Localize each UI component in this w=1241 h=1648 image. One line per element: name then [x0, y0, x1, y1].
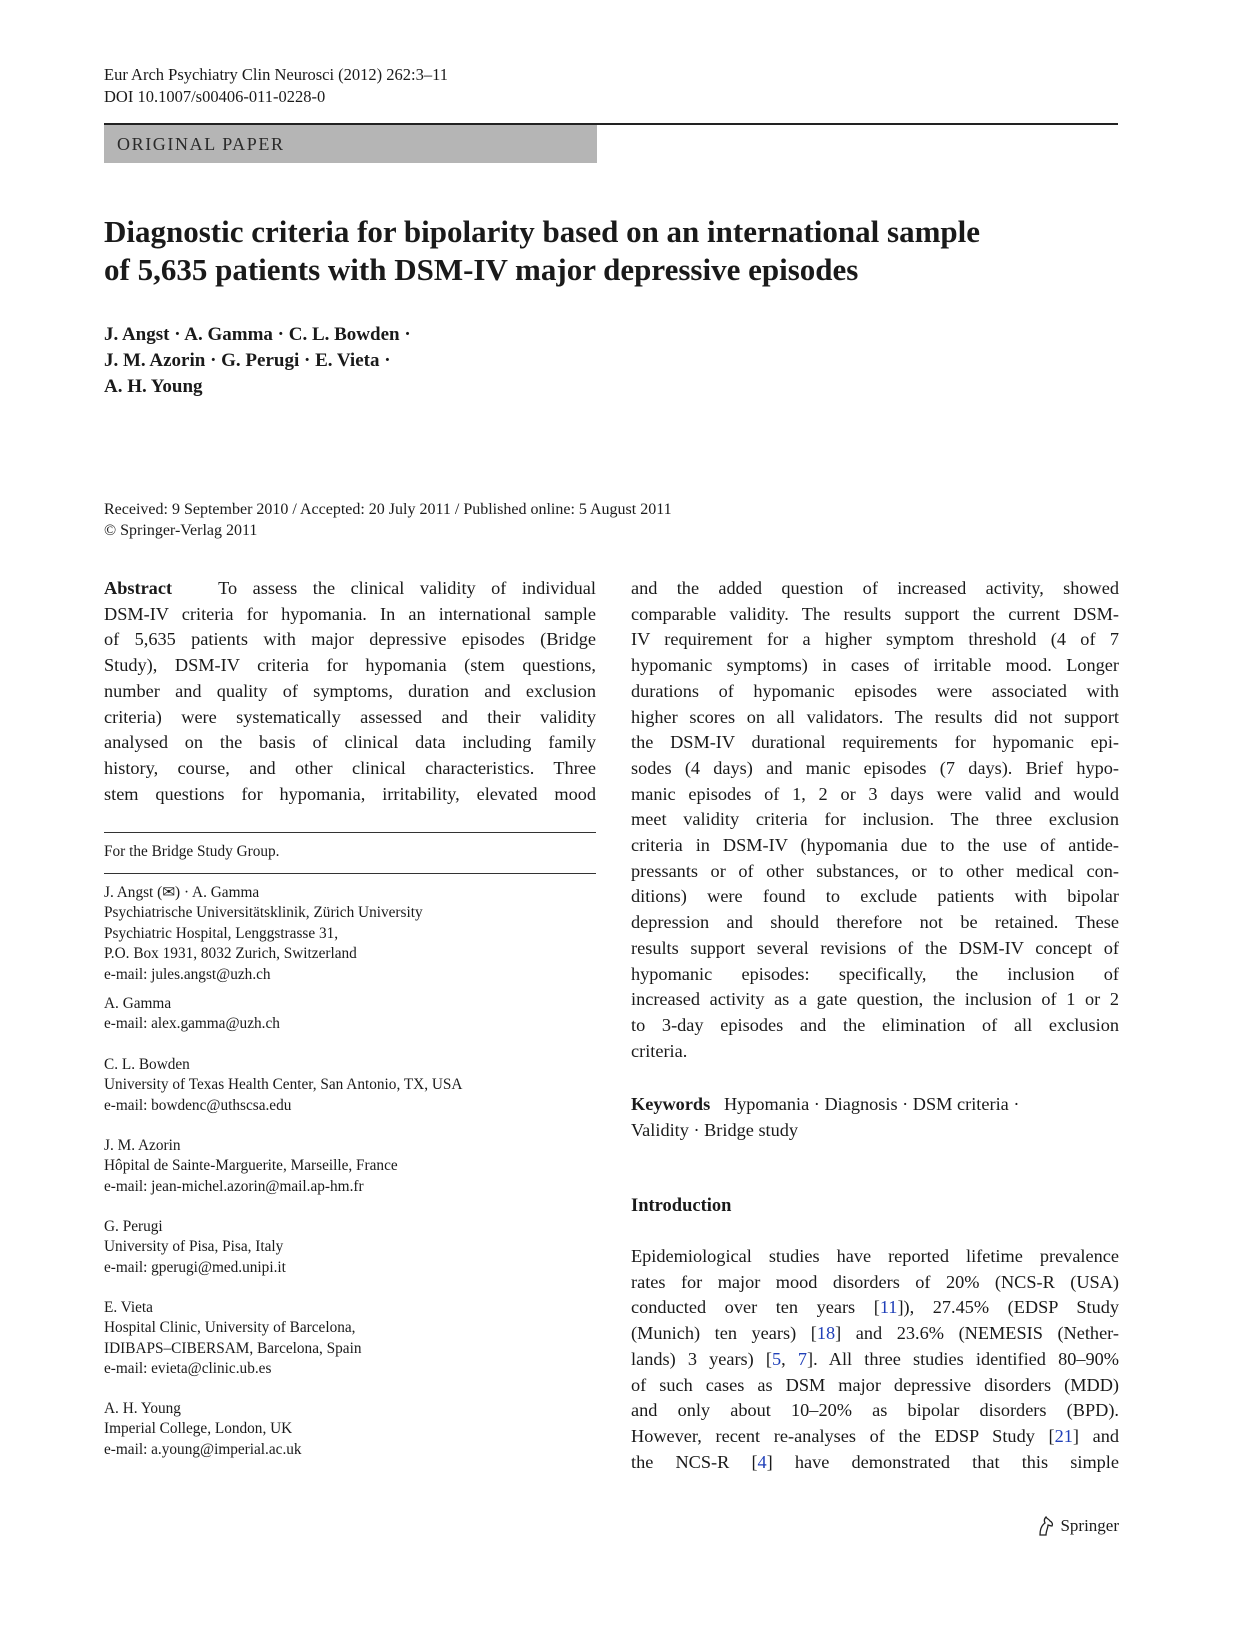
- affiliation-line: J. M. Azorin: [104, 1137, 181, 1154]
- dates-line: Received: 9 September 2010 / Accepted: 20 July 2011 / Published online: 5 August 2011: [104, 501, 672, 518]
- affiliation-block: [104, 1136, 596, 1197]
- abstract-line: hypomanic symptoms) in cases of irritable mood. Longer: [631, 655, 1119, 676]
- affiliation-line: E. Vieta: [104, 1299, 153, 1316]
- abstract-line: stem questions for hypomania, irritability, elevated mood: [104, 783, 596, 804]
- intro-line: the NCS-R [4] have demonstrated that this simple: [631, 1451, 1119, 1472]
- intro-line: and only about 10–20% as bipolar disorders (BPD).: [631, 1400, 1119, 1421]
- keywords-line: Keywords Hypomania · Diagnosis · DSM criteria ·: [631, 1094, 1020, 1114]
- abstract-line: sodes (4 days) and manic episodes (7 days). Brief hypo-: [631, 757, 1119, 778]
- publisher-logo: [1036, 1515, 1119, 1537]
- abstract-line: increased activity as a gate question, the inclusion of 1 or 2: [631, 989, 1119, 1010]
- abstract-right: [631, 576, 1119, 1064]
- affiliation-line: P.O. Box 1931, 8032 Zurich, Switzerland: [104, 945, 357, 963]
- abstract-line: manic episodes of 1, 2 or 3 days were valid and would: [631, 783, 1119, 804]
- abstract-label: Abstract: [104, 578, 173, 598]
- keywords-line: Validity · Bridge study: [631, 1119, 799, 1140]
- abstract-line: IV requirement for a higher symptom threshold (4 of 7: [631, 629, 1119, 650]
- abstract-line: the DSM-IV durational requirements for hypomanic epi-: [631, 732, 1119, 753]
- abstract-line: Study), DSM-IV criteria for hypomania (stem questions,: [104, 655, 596, 676]
- footnote-rule: [104, 832, 596, 833]
- author-line: A. H. Young: [104, 376, 203, 397]
- springer-horse-icon: [1036, 1515, 1056, 1537]
- author-list: [104, 322, 411, 400]
- footnote-rule: [104, 873, 596, 874]
- article-title: [104, 213, 1104, 289]
- abstract-line: depression and should therefore not be retained. These: [631, 912, 1119, 933]
- affiliation-line: IDIBAPS–CIBERSAM, Barcelona, Spain: [104, 1339, 362, 1357]
- abstract-line: durations of hypomanic episodes were associated with: [631, 680, 1119, 701]
- affiliation-line: Hôpital de Sainte-Marguerite, Marseille, France: [104, 1157, 398, 1175]
- citation-link[interactable]: 4: [757, 1451, 767, 1472]
- affiliation-line: Hospital Clinic, University of Barcelona,: [104, 1319, 356, 1337]
- abstract-line: pressants or of other substances, or to other medical con-: [631, 860, 1119, 881]
- affiliation-block: [104, 1399, 596, 1460]
- paper-type-banner: ORIGINAL PAPER: [104, 125, 597, 163]
- title-line: Diagnostic criteria for bipolarity based on an international sample: [104, 214, 981, 249]
- abstract-line: hypomanic episodes: specifically, the inclusion of: [631, 963, 1119, 984]
- email-link[interactable]: e-mail: gperugi@med.unipi.it: [104, 1258, 286, 1276]
- abstract-line: criteria) were systematically assessed and their validity: [104, 706, 596, 727]
- author-line: J. Angst · A. Gamma · C. L. Bowden ·: [104, 324, 411, 345]
- keywords: [631, 1092, 1119, 1143]
- email-link[interactable]: e-mail: jean-michel.azorin@mail.ap-hm.fr: [104, 1177, 364, 1195]
- email-link[interactable]: e-mail: bowdenc@uthscsa.edu: [104, 1096, 292, 1114]
- email-link[interactable]: e-mail: a.young@imperial.ac.uk: [104, 1440, 302, 1458]
- abstract-line: meet validity criteria for inclusion. The three exclusion: [631, 809, 1119, 830]
- abstract-line: and the added question of increased activity, showed: [631, 578, 1119, 598]
- affiliation-line: C. L. Bowden: [104, 1056, 190, 1073]
- email-link[interactable]: e-mail: evieta@clinic.ub.es: [104, 1360, 272, 1378]
- title-line: of 5,635 patients with DSM-IV major depressive episodes: [104, 252, 859, 287]
- citation-link[interactable]: 18: [816, 1323, 836, 1344]
- introduction-text: [631, 1244, 1119, 1475]
- intro-line: However, recent re-analyses of the EDSP Study [21] and: [631, 1425, 1120, 1446]
- intro-line: conducted over ten years [11]), 27.45% (EDSP Study: [631, 1297, 1119, 1318]
- abstract-line: results support several revisions of the DSM-IV concept of: [631, 937, 1119, 958]
- email-link[interactable]: e-mail: jules.angst@uzh.ch: [104, 965, 271, 983]
- affiliation-line: Psychiatrische Universitätsklinik, Zürich University: [104, 904, 423, 922]
- abstract-line: of 5,635 patients with major depressive episodes (Bridge: [104, 629, 596, 650]
- affiliation-line: University of Texas Health Center, San Antonio, TX, USA: [104, 1076, 463, 1094]
- copyright-line: © Springer-Verlag 2011: [104, 522, 258, 539]
- group-note: For the Bridge Study Group.: [104, 843, 280, 860]
- citation-link[interactable]: 11: [879, 1297, 898, 1318]
- intro-line: rates for major mood disorders of 20% (NCS-R (USA): [631, 1271, 1119, 1292]
- affiliation-block: [104, 994, 596, 1035]
- affiliation-line: University of Pisa, Pisa, Italy: [104, 1238, 284, 1256]
- affiliation-block: [104, 883, 596, 985]
- abstract-left: [104, 576, 596, 807]
- affiliation-line: Imperial College, London, UK: [104, 1420, 293, 1438]
- abstract-line: number and quality of symptoms, duration and exclusion: [104, 680, 596, 701]
- abstract-line: Abstract To assess the clinical validity of individual: [104, 578, 596, 598]
- intro-line: lands) 3 years) [5, 7]. All three studies identified 80–90%: [631, 1348, 1119, 1369]
- affiliation-line: Psychiatric Hospital, Lenggstrasse 31,: [104, 924, 339, 942]
- journal-line: Eur Arch Psychiatry Clin Neurosci (2012) 262:3–11: [104, 65, 449, 84]
- affiliation-line: G. Perugi: [104, 1218, 163, 1235]
- affiliation-line: J. Angst (✉) · A. Gamma: [104, 884, 260, 901]
- intro-line: of such cases as DSM major depressive disorders (MDD): [631, 1374, 1119, 1395]
- abstract-line: ditions) were found to exclude patients with bipolar: [631, 886, 1119, 907]
- citation-link[interactable]: 21: [1054, 1425, 1073, 1446]
- affiliation-line: A. Gamma: [104, 995, 172, 1012]
- keywords-label: Keywords: [631, 1094, 711, 1114]
- intro-line: Epidemiological studies have reported lifetime prevalence: [631, 1246, 1119, 1266]
- publication-dates: [104, 499, 672, 541]
- abstract-line: DSM-IV criteria for hypomania. In an international sample: [104, 603, 596, 624]
- abstract-line: criteria in DSM-IV (hypomania due to the use of antide-: [631, 835, 1119, 856]
- affiliation-block: [104, 1217, 596, 1278]
- publisher-name: Springer: [1060, 1516, 1119, 1535]
- citation-link[interactable]: 7: [797, 1348, 807, 1369]
- abstract-line: history, course, and other clinical characteristics. Three: [104, 757, 596, 778]
- doi-line: DOI 10.1007/s00406-011-0228-0: [104, 87, 326, 106]
- section-heading: Introduction: [631, 1196, 732, 1216]
- email-link[interactable]: e-mail: alex.gamma@uzh.ch: [104, 1015, 280, 1033]
- journal-citation: [104, 64, 448, 108]
- intro-line: (Munich) ten years) [18] and 23.6% (NEMESIS (Nether-: [631, 1323, 1119, 1344]
- abstract-line: criteria.: [631, 1040, 688, 1061]
- affiliation-block: [104, 1055, 596, 1116]
- abstract-line: comparable validity. The results support the current DSM-: [631, 603, 1119, 624]
- author-line: J. M. Azorin · G. Perugi · E. Vieta ·: [104, 350, 391, 371]
- abstract-line: to 3-day episodes and the elimination of all exclusion: [631, 1014, 1119, 1035]
- abstract-line: analysed on the basis of clinical data including family: [104, 732, 596, 753]
- citation-link[interactable]: 5: [771, 1348, 782, 1369]
- affiliation-block: [104, 1298, 596, 1380]
- abstract-line: higher scores on all validators. The results did not support: [631, 706, 1119, 727]
- affiliation-line: A. H. Young: [104, 1400, 181, 1417]
